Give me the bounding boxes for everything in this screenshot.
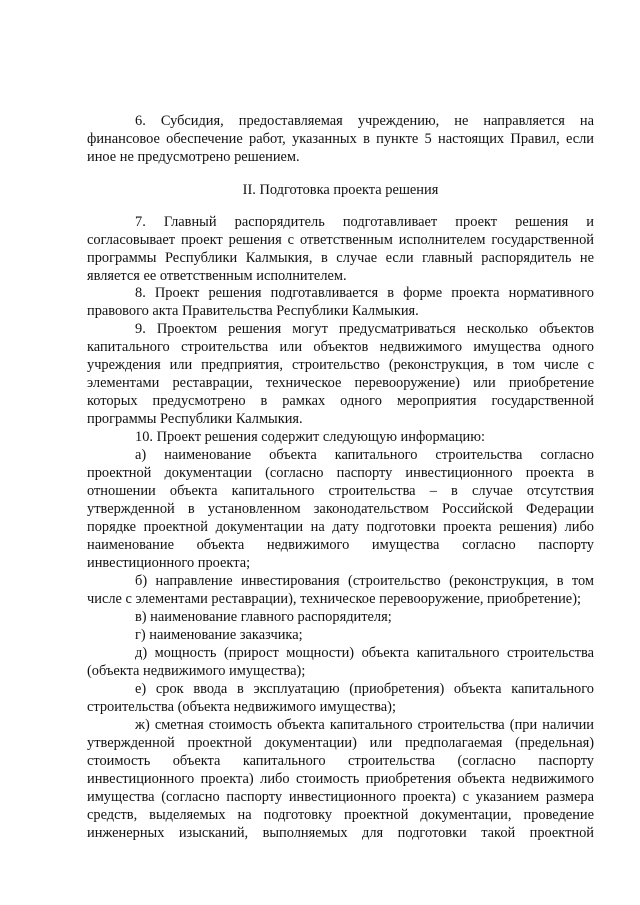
paragraph-9-line-1: 9. Проектом решения могут предусматриваться несколько объектов: [135, 321, 594, 337]
item-a-line-4: утвержденной в установленном законодательством Российской Федерации: [87, 501, 594, 517]
item-e-line-1: е) срок ввода в эксплуатацию (приобретения) объекта капитального: [135, 681, 594, 697]
item-d-line-1: д) мощность (прирост мощности) объекта капитального строительства: [135, 645, 594, 661]
item-a-line-5: порядке проектной документации на дату подготовки проекта решения) либо: [87, 519, 594, 535]
item-e-line-2: строительства (объекта недвижимого имущества);: [87, 699, 396, 715]
item-a-line-2: проектной документации (согласно паспорту инвестиционного проекта в: [87, 465, 594, 481]
item-zh-line-7: инженерных изысканий, выполняемых для подготовки такой проектной: [87, 825, 594, 841]
item-g-line-1: г) наименование заказчика;: [135, 627, 303, 643]
item-d-line-2: (объекта недвижимого имущества);: [87, 663, 306, 679]
item-zh-line-2: утвержденной проектной документации) или предполагаемая (предельная): [87, 735, 594, 751]
item-a-line-7: инвестиционного проекта;: [87, 555, 251, 571]
item-zh-line-4: инвестиционного проекта) либо стоимость приобретения объекта недвижимого: [87, 771, 594, 787]
item-a-line-3: отношении объекта капитального строительства – в случае отсутствия: [87, 483, 594, 499]
paragraph-7-line-1: 7. Главный распорядитель подготавливает проект решения и: [135, 214, 594, 230]
section-heading: II. Подготовка проекта решения: [242, 182, 439, 198]
item-zh-line-1: ж) сметная стоимость объекта капитального строительства (при наличии: [135, 717, 594, 733]
paragraph-9-line-6: программы Республики Калмыкия.: [87, 411, 303, 427]
paragraph-8-line-2: правового акта Правительства Республики Калмыкия.: [87, 303, 419, 319]
paragraph-7-line-4: является ее ответственным исполнителем.: [87, 268, 347, 284]
paragraph-9-line-5: которых предусмотрено в рамках одного мероприятия государственной: [87, 393, 594, 409]
paragraph-9-line-4: элементами реставрации, техническое перевооружение) или приобретение: [87, 375, 594, 391]
paragraph-7-line-2: согласовывает проект решения с ответственным исполнителем государственной: [87, 232, 594, 248]
item-a-line-6: наименование объекта недвижимого имущества согласно паспорту: [87, 537, 594, 553]
paragraph-6-line-2: финансовое обеспечение работ, указанных в пункте 5 настоящих Правил, если: [87, 131, 594, 147]
item-b-line-1: б) направление инвестирования (строительство (реконструкция, в том: [135, 573, 594, 589]
paragraph-6-line-3: иное не предусмотрено решением.: [87, 149, 300, 165]
paragraph-8-line-1: 8. Проект решения подготавливается в форме проекта нормативного: [135, 285, 594, 301]
item-a-line-1: а) наименование объекта капитального строительства согласно: [135, 447, 594, 463]
item-zh-line-6: средств, выделяемых на подготовку проектной документации, проведение: [87, 807, 594, 823]
paragraph-7-line-3: программы Республики Калмыкия, в случае если главный распорядитель не: [87, 250, 594, 266]
paragraph-9-line-2: капитального строительства или объектов недвижимого имущества одного: [87, 339, 594, 355]
item-zh-line-5: имущества (согласно паспорту инвестиционного проекта) с указанием размера: [87, 789, 594, 805]
paragraph-9-line-3: учреждения или предприятия, строительство (реконструкция, в том числе с: [87, 357, 594, 373]
paragraph-6-line-1: 6. Субсидия, предоставляемая учреждению, не направляется на: [135, 113, 594, 129]
item-zh-line-3: стоимость объекта капитального строительства (согласно паспорту: [87, 753, 594, 769]
item-b-line-2: числе с элементами реставрации), техническое перевооружение, приобретение);: [87, 591, 581, 607]
paragraph-10-line-1: 10. Проект решения содержит следующую информацию:: [135, 429, 485, 445]
item-v-line-1: в) наименование главного распорядителя;: [135, 609, 392, 625]
